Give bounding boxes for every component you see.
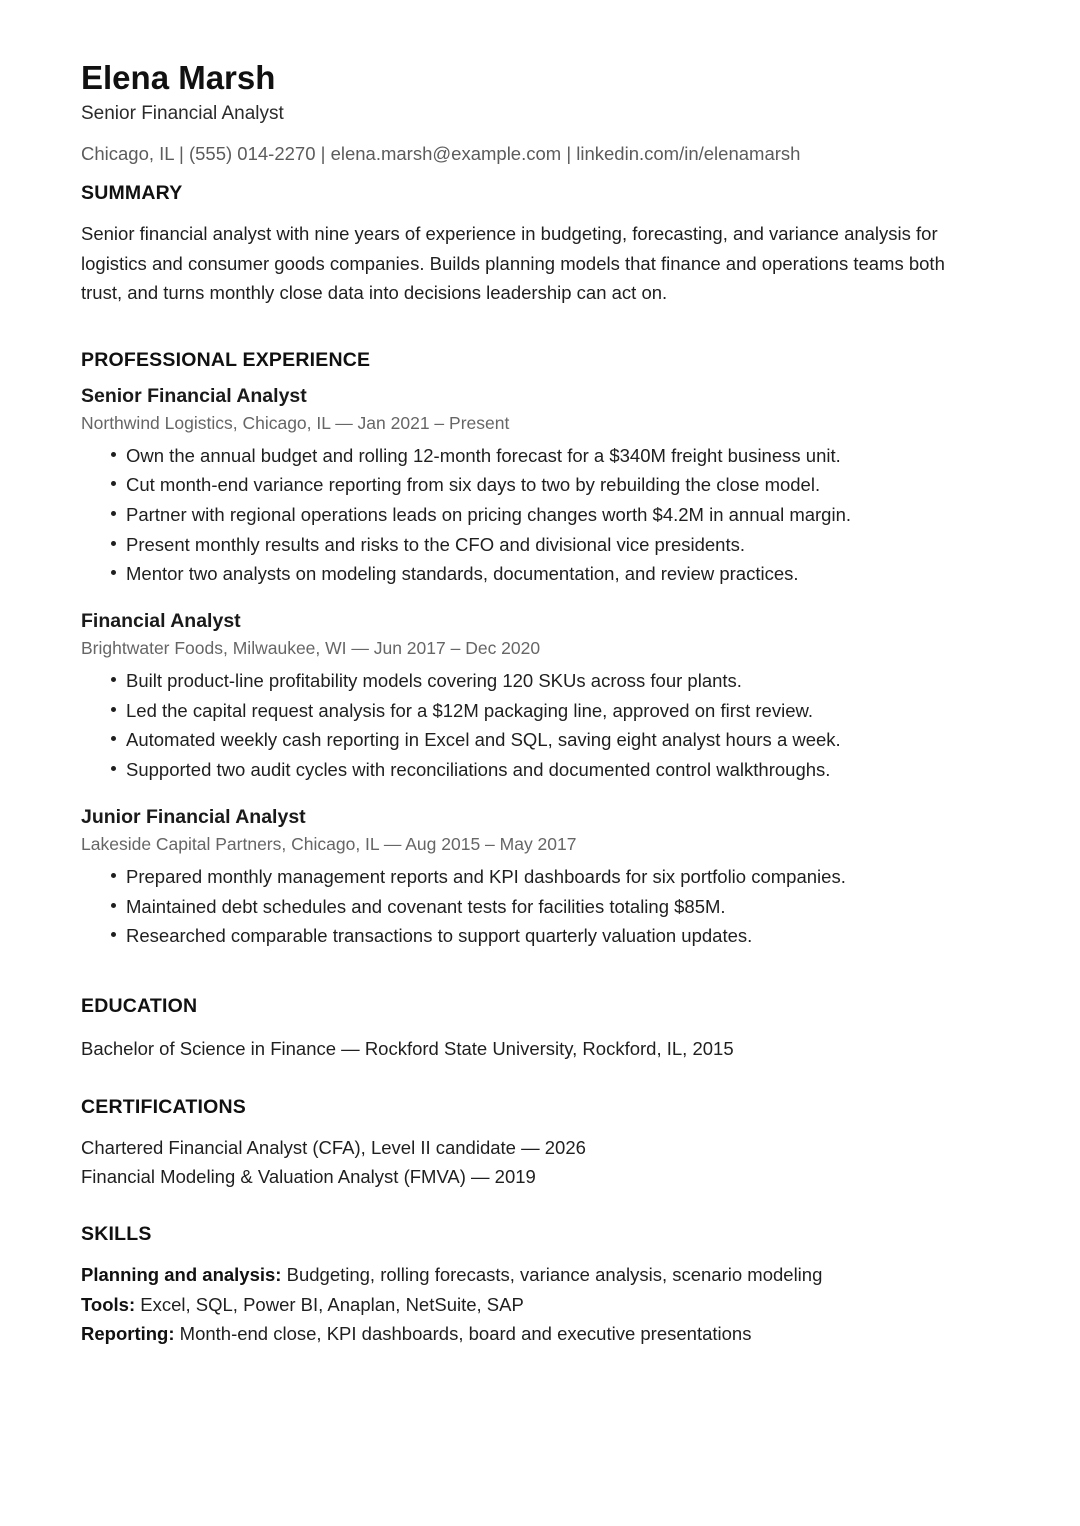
bullet-item [108, 696, 990, 726]
job-title: Junior Financial Analyst [81, 805, 306, 828]
job-title: Financial Analyst [81, 610, 241, 633]
bullet-item [108, 559, 990, 589]
job-meta: Brightwater Foods, Milwaukee, WI — Jun 2017 – Dec 2020 [81, 638, 541, 659]
bullet-text: Own the annual budget and rolling 12-month forecast for a $340M freight business unit. [126, 444, 841, 466]
experience-heading: PROFESSIONAL EXPERIENCE [81, 348, 371, 371]
bullet-item [108, 441, 990, 471]
skills-heading: SKILLS [81, 1222, 152, 1245]
bullet-text: Maintained debt schedules and covenant tests for facilities totaling $85M. [126, 895, 726, 917]
job-bullets [81, 666, 990, 785]
contact-line: Chicago, IL | (555) 014-2270 | elena.marsh@example.com | linkedin.com/in/elenamarsh [81, 143, 801, 164]
certifications-section [81, 1095, 990, 1192]
bullet-text: Prepared monthly management reports and KPI dashboards for six portfolio companies. [126, 865, 846, 887]
skill-value: Month-end close, KPI dashboards, board and executive presentations [174, 1323, 752, 1345]
bullet-icon [111, 903, 116, 908]
education-heading: EDUCATION [81, 994, 198, 1017]
skill-label: Reporting: [81, 1323, 175, 1345]
bullet-item [108, 470, 990, 500]
bullet-item [108, 892, 990, 922]
job-entry [81, 384, 990, 590]
bullet-icon [111, 452, 116, 457]
bullet-icon [111, 541, 116, 546]
bullet-text: Researched comparable transactions to support quarterly valuation updates. [126, 925, 753, 947]
education-section [81, 994, 990, 1063]
summary-section [81, 181, 990, 308]
certification-item: Financial Modeling & Valuation Analyst (FMVA) — 2019 [81, 1166, 536, 1188]
bullet-icon [111, 570, 116, 575]
bullet-text: Cut month-end variance reporting from six days to two by rebuilding the close model. [126, 474, 821, 496]
job-entry [81, 609, 990, 785]
education-entry: Bachelor of Science in Finance — Rockford State University, Rockford, IL, 2015 [81, 1037, 734, 1059]
bullet-item [108, 921, 990, 951]
bullet-icon [111, 677, 116, 682]
skill-value: Budgeting, rolling forecasts, variance analysis, scenario modeling [281, 1263, 823, 1285]
resume-header [81, 58, 990, 166]
skill-row [81, 1260, 990, 1290]
bullet-item [108, 862, 990, 892]
summary-heading: SUMMARY [81, 182, 183, 204]
bullet-text: Partner with regional operations leads on pricing changes worth $4.2M in annual margin. [126, 503, 852, 525]
bullet-item [108, 755, 990, 785]
skill-row [81, 1290, 990, 1320]
bullet-text: Mentor two analysts on modeling standards, documentation, and review practices. [126, 563, 799, 585]
certifications-heading: CERTIFICATIONS [81, 1095, 246, 1118]
job-bullets [81, 441, 990, 590]
skill-row [81, 1319, 990, 1349]
skill-value: Excel, SQL, Power BI, Anaplan, NetSuite, SAP [135, 1293, 524, 1315]
skills-list [81, 1260, 990, 1349]
job-bullets [81, 862, 990, 951]
experience-section [81, 348, 990, 951]
bullet-icon [111, 932, 116, 937]
bullet-text: Led the capital request analysis for a $12M packaging line, approved on first review. [126, 699, 813, 721]
summary-text: Senior financial analyst with nine years of experience in budgeting, forecasting, and variance analysis for logistics and consumer goods companies. Builds planning models that finance and operations teams both trust, and turns monthly close data into decisions leadership can act on. [81, 223, 945, 303]
bullet-icon [111, 766, 116, 771]
certifications-list [81, 1133, 990, 1192]
job-meta: Lakeside Capital Partners, Chicago, IL — Aug 2015 – May 2017 [81, 833, 577, 854]
bullet-text: Automated weekly cash reporting in Excel and SQL, saving eight analyst hours a week. [126, 729, 841, 751]
job-entry [81, 805, 990, 951]
bullet-item [108, 530, 990, 560]
bullet-text: Supported two audit cycles with reconciliations and documented control walkthroughs. [126, 759, 831, 781]
candidate-name: Elena Marsh [81, 59, 276, 96]
bullet-item [108, 500, 990, 530]
skill-label: Tools: [81, 1293, 136, 1315]
bullet-text: Present monthly results and risks to the CFO and divisional vice presidents. [126, 533, 746, 555]
bullet-icon [111, 873, 116, 878]
candidate-title: Senior Financial Analyst [81, 103, 284, 124]
skill-label: Planning and analysis: [81, 1263, 282, 1285]
skills-section [81, 1222, 990, 1349]
job-meta: Northwind Logistics, Chicago, IL — Jan 2021 – Present [81, 412, 510, 433]
bullet-icon [111, 707, 116, 712]
bullet-item [108, 666, 990, 696]
certification-item: Chartered Financial Analyst (CFA), Level II candidate — 2026 [81, 1136, 586, 1158]
bullet-icon [111, 511, 116, 516]
bullet-icon [111, 481, 116, 486]
bullet-icon [111, 736, 116, 741]
bullet-item [108, 725, 990, 755]
bullet-text: Built product-line profitability models covering 120 SKUs across four plants. [126, 670, 742, 692]
job-title: Senior Financial Analyst [81, 384, 307, 407]
